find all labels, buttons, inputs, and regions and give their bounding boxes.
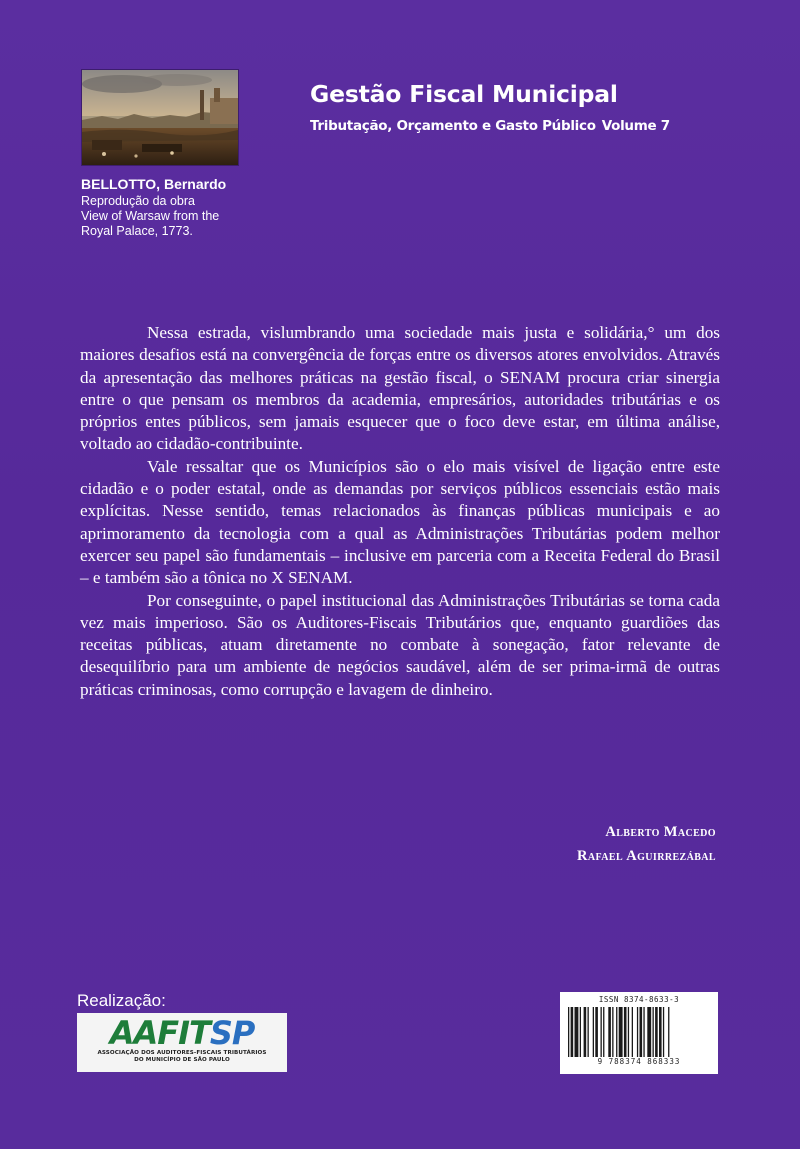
body-paragraph: Por conseguinte, o papel institucional das Administrações Tributárias se torna cada vez mais imperioso. São os Auditores-Fiscais Tributários que, enquanto guardiões das receitas públicas, atuam diretamente no combate à sonegação, fator relevante de desequilíbrio para um ambiente de negócios saudável, além de ser prima-irmã de outras práticas criminosas, como corrupção e lavagem de dinheiro. xyxy=(80,590,720,699)
barcode-bar xyxy=(640,1007,643,1057)
subtitle-text: Tributação, Orçamento e Gasto Público xyxy=(310,118,596,134)
body-text xyxy=(80,322,720,701)
barcode-bar xyxy=(655,1007,658,1057)
logo-tagline: ASSOCIAÇÃO DOS AUDITORES-FISCAIS TRIBUTÁRIOS xyxy=(97,1050,267,1056)
logo-tagline: DO MUNICÍPIO DE SÃO PAULO xyxy=(134,1057,230,1063)
barcode-digits: 9 788374 868333 xyxy=(597,1057,681,1066)
signatures xyxy=(577,820,716,868)
book-title: Gestão Fiscal Municipal xyxy=(310,80,618,108)
barcode-bar xyxy=(624,1007,627,1057)
barcode-bar xyxy=(663,1007,664,1057)
warsaw-painting-illustration xyxy=(82,70,238,165)
barcode-bar xyxy=(603,1007,604,1057)
barcode-bar xyxy=(647,1007,651,1057)
barcode-bar xyxy=(595,1007,598,1057)
barcode-bar xyxy=(568,1007,569,1057)
barcode-bar xyxy=(659,1007,662,1057)
barcode-issn: ISSN 8374-8633-3 xyxy=(598,995,680,1004)
barcode-bar xyxy=(637,1007,638,1057)
body-paragraph: Vale ressaltar que os Municípios são o elo mais visível de ligação entre este cidadão e o poder estatal, onde as demandas por serviços públicos essenciais estão mais explícitas. Nesse sentido, temas relacionados às finanças públicas municipais e ao aprimoramento da tecnologia com a qual as Administrações Tributárias podem melhor exercer seu papel são fundamentais – inclusive em parceria com a Receita Federal do Brasil – e também são a tônica no X SENAM. xyxy=(80,456,720,588)
book-subtitle xyxy=(310,117,750,135)
image-caption xyxy=(81,176,271,239)
author-name: Rafael Aguirrezábal xyxy=(577,848,716,864)
barcode-bar xyxy=(628,1007,629,1057)
logo-name-suffix: SP xyxy=(209,1014,255,1052)
cover-painting-image xyxy=(81,69,239,166)
isbn-barcode xyxy=(560,992,718,1074)
barcode-bar xyxy=(575,1007,579,1057)
barcode-bar xyxy=(588,1007,589,1057)
caption-line: Royal Palace, 1773. xyxy=(81,224,193,238)
caption-line: View of Warsaw from the xyxy=(81,209,220,223)
barcode-bar xyxy=(601,1007,602,1057)
barcode-bar xyxy=(584,1007,587,1057)
barcode-bar xyxy=(580,1007,581,1057)
barcode-bar xyxy=(612,1007,613,1057)
barcode-bar xyxy=(643,1007,644,1057)
logo-wordmark xyxy=(83,1016,281,1050)
barcode-bar xyxy=(608,1007,611,1057)
author-name: Alberto Macedo xyxy=(605,824,716,840)
barcode-bar xyxy=(653,1007,654,1057)
logo-name-main: AAFIT xyxy=(109,1014,210,1052)
barcode-bar xyxy=(668,1007,669,1057)
barcode-bar xyxy=(571,1007,574,1057)
body-paragraph: Nessa estrada, vislumbrando uma sociedade mais justa e solidária,° um dos maiores desafios está na convergência de forças entre os diversos atores envolvidos. Através da apresentação das melhores práticas na gestão fiscal, o SENAM procura criar sinergia entre o que pensam os membros da academia, empresários, autoridades tributárias e os próprios entes públicos, sem jamais esquecer que o foco deve estar, em última análise, voltado ao cidadão-contribuinte. xyxy=(80,323,720,454)
realizacao-label: Realização: xyxy=(77,991,166,1010)
caption-line: Reprodução da obra xyxy=(81,194,195,208)
aafit-logo xyxy=(77,1013,287,1072)
volume-label: Volume 7 xyxy=(601,118,670,134)
title-block xyxy=(310,79,750,135)
barcode-bar xyxy=(593,1007,594,1057)
barcode-bars xyxy=(566,1007,712,1057)
barcode-bar xyxy=(619,1007,623,1057)
caption-artist: BELLOTTO, Bernardo xyxy=(81,176,227,192)
barcode-bar xyxy=(632,1007,633,1057)
barcode-bar xyxy=(616,1007,617,1057)
